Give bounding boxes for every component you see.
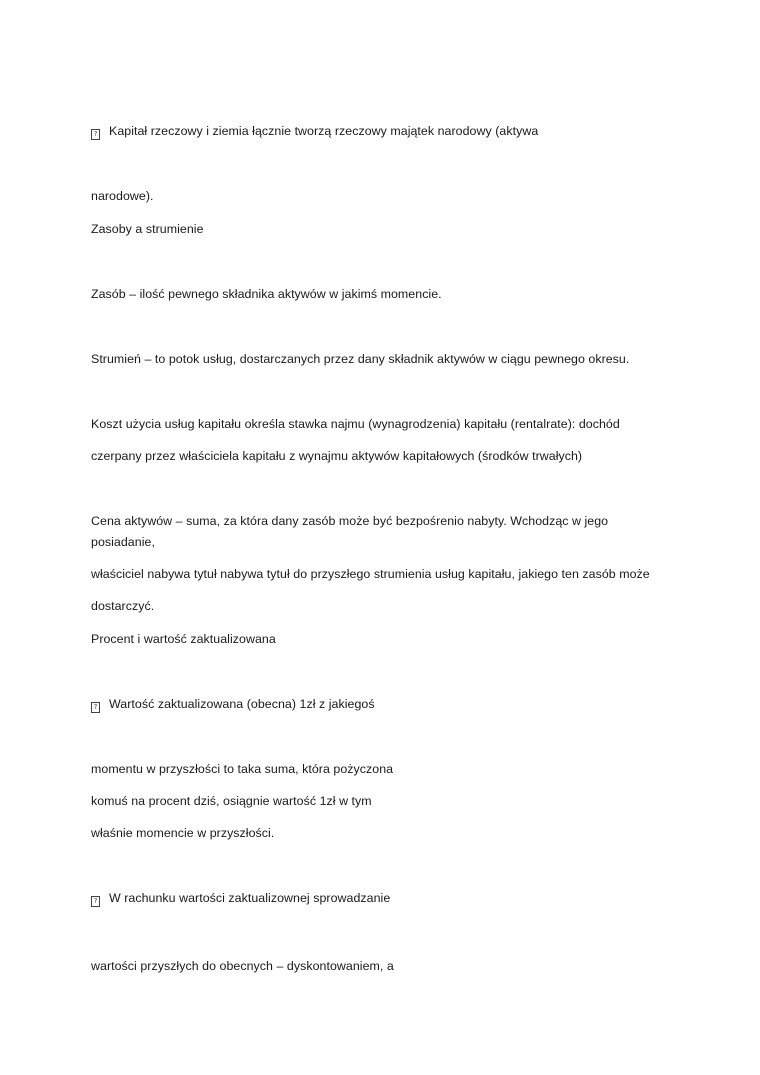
paragraph-line-bulleted (91, 696, 375, 713)
text-line: właśnie momencie w przyszłości. (91, 826, 275, 840)
text-line: Strumień – to potok usług, dostarczanych przez dany składnik aktywów w ciągu pewnego okresu. (91, 352, 630, 366)
missing-glyph-bullet-icon: ? (91, 702, 100, 713)
section-heading: Procent i wartość zaktualizowana (91, 632, 276, 646)
text-line: czerpany przez właściciela kapitału z wynajmu aktywów kapitałowych (środków trwałych) (91, 449, 583, 463)
text-line: Koszt użycia usług kapitału określa stawka najmu (wynagrodzenia) kapitału (rentalrate): dochód (91, 417, 620, 431)
text-line: Wartość zaktualizowana (obecna) 1zł z jakiegoś (109, 697, 375, 711)
text-line: właściciel nabywa tytuł nabywa tytuł do przyszłego strumienia usług kapitału, jakiego ten zasób może (91, 567, 650, 581)
paragraph-line-bulleted (91, 890, 390, 907)
section-heading: Zasoby a strumienie (91, 222, 204, 236)
missing-glyph-bullet-icon: ? (91, 896, 100, 907)
missing-glyph-bullet-icon: ? (91, 129, 100, 140)
text-line: narodowe). (91, 189, 154, 203)
text-line: Kapitał rzeczowy i ziemia łącznie tworzą rzeczowy majątek narodowy (aktywa (109, 124, 539, 138)
text-line: Zasób – ilość pewnego składnika aktywów w jakimś momencie. (91, 287, 442, 301)
text-line: posiadanie, (91, 535, 155, 549)
text-line: dostarczyć. (91, 599, 155, 613)
text-line: W rachunku wartości zaktualizownej sprowadzanie (109, 891, 391, 905)
text-line: wartości przyszłych do obecnych – dyskontowaniem, a (91, 959, 394, 973)
paragraph-line-bulleted (91, 123, 538, 140)
text-line: komuś na procent dziś, osiągnie wartość 1zł w tym (91, 794, 372, 808)
text-line: Cena aktywów – suma, za która dany zasób może być bezpośrenio nabyty. Wchodząc w jego (91, 514, 609, 528)
text-line: momentu w przyszłości to taka suma, która pożyczona (91, 762, 394, 776)
